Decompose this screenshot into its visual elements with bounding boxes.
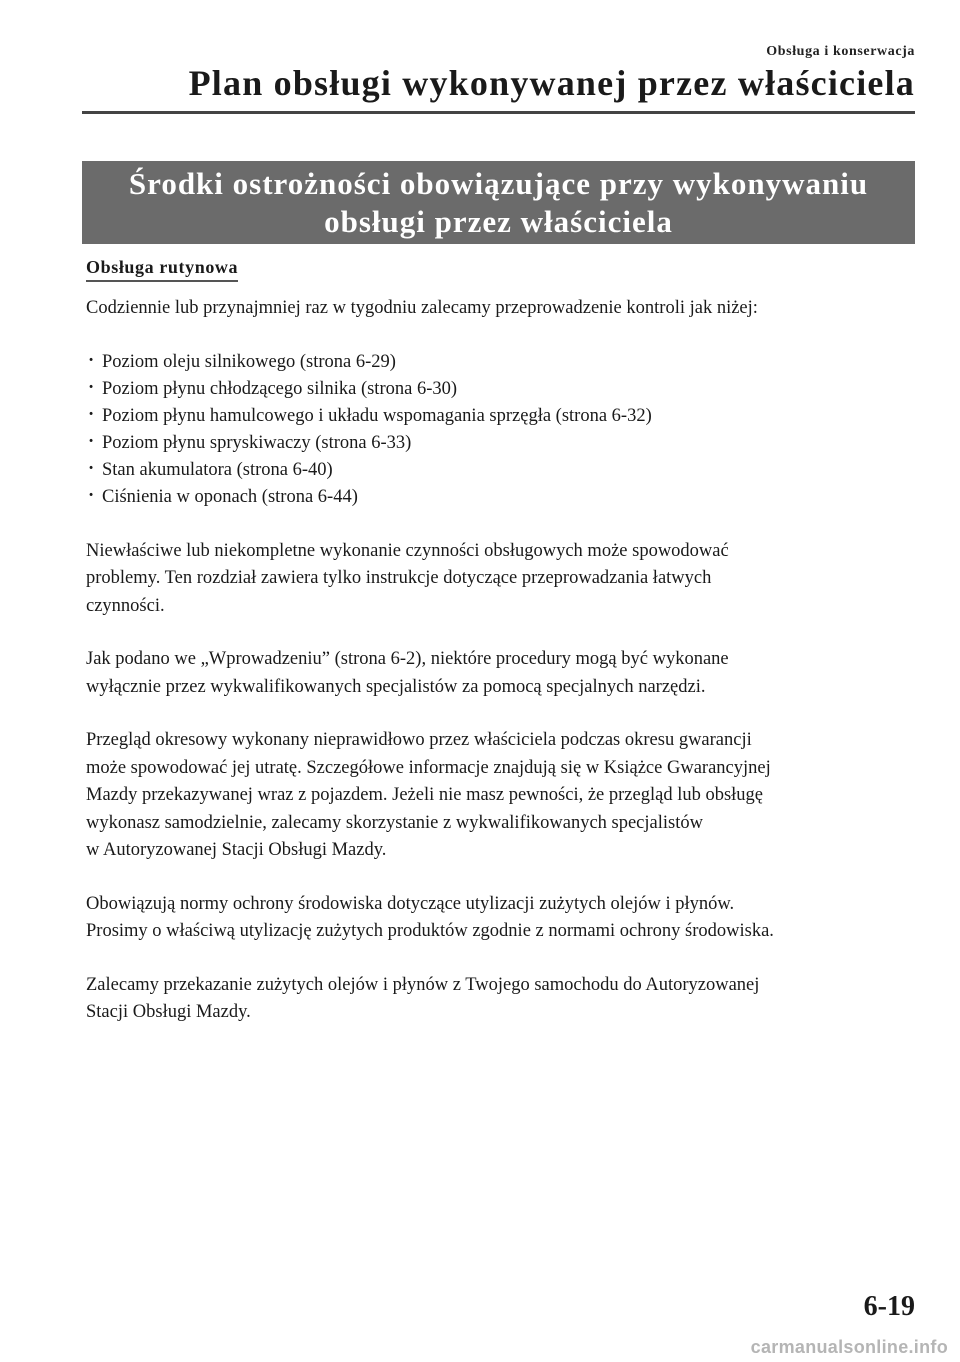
subheading: Obsługa rutynowa bbox=[86, 257, 238, 282]
list-item: · Ciśnienia w oponach (strona 6-44) bbox=[86, 484, 916, 511]
banner-title-line-2: obsługi przez właściciela bbox=[324, 204, 673, 239]
text-line: wykonasz samodzielnie, zalecamy skorzystanie z wykwalifikowanych specjalistów bbox=[86, 812, 703, 833]
text-line: czynności. bbox=[86, 595, 165, 616]
text-line: Obowiązują normy ochrony środowiska dotyczące utylizacji zużytych olejów i płynów. bbox=[86, 893, 735, 914]
section-label: Obsługa i konserwacja bbox=[766, 44, 915, 59]
list-item: · Poziom oleju silnikowego (strona 6-29) bbox=[86, 349, 916, 376]
list-item: · Poziom płynu hamulcowego i układu wspomagania sprzęgła (strona 6-32) bbox=[86, 403, 916, 430]
text-line: problemy. Ten rozdział zawiera tylko instrukcje dotyczące przeprowadzania łatwych bbox=[86, 568, 712, 588]
paragraph-improper-maintenance bbox=[86, 538, 916, 621]
header-divider bbox=[82, 111, 915, 114]
paragraph-specialists bbox=[86, 646, 916, 701]
text-line: wyłącznie przez wykwalifikowanych specjalistów za pomocą specjalnych narzędzi. bbox=[86, 676, 706, 697]
intro-paragraph: Codziennie lub przynajmniej raz w tygodniu zalecamy przeprowadzenie kontroli jak niżej: bbox=[86, 298, 758, 318]
paragraph-environment bbox=[86, 891, 916, 946]
list-item: · Stan akumulatora (strona 6-40) bbox=[86, 457, 916, 484]
main-content bbox=[86, 295, 916, 1053]
section-banner bbox=[82, 161, 915, 244]
text-line: Zalecamy przekazanie zużytych olejów i płynów z Twojego samochodu do Autoryzowanej bbox=[86, 974, 760, 995]
text-line: w Autoryzowanej Stacji Obsługi Mazdy. bbox=[86, 840, 387, 860]
text-line: Prosimy o właściwą utylizację zużytych produktów zgodnie z normami ochrony środowiska. bbox=[86, 921, 774, 941]
list-item: · Poziom płynu spryskiwaczy (strona 6-33) bbox=[86, 430, 916, 457]
page-number: 6-19 bbox=[863, 1291, 915, 1322]
watermark: carmanualsonline.info bbox=[750, 1337, 948, 1357]
text-line: Stacji Obsługi Mazdy. bbox=[86, 1002, 251, 1022]
text-line: Przegląd okresowy wykonany nieprawidłowo przez właściciela podczas okresu gwarancji bbox=[86, 730, 752, 750]
paragraph-disposal bbox=[86, 972, 916, 1027]
text-line: Niewłaściwe lub niekompletne wykonanie czynności obsługowych może spowodować bbox=[86, 540, 729, 561]
paragraph-warranty bbox=[86, 727, 916, 865]
page-title: Plan obsługi wykonywanej przez właściciela bbox=[188, 63, 915, 103]
checklist bbox=[86, 349, 916, 511]
list-item: · Poziom płynu chłodzącego silnika (strona 6-30) bbox=[86, 376, 916, 403]
banner-title-line-1: Środki ostrożności obowiązujące przy wykonywaniu bbox=[128, 166, 869, 201]
text-line: Jak podano we „Wprowadzeniu” (strona 6-2), niektóre procedury mogą być wykonane bbox=[86, 649, 729, 669]
text-line: Mazdy przekazywanej wraz z pojazdem. Jeżeli nie masz pewności, że przegląd lub obsługę bbox=[86, 785, 764, 805]
text-line: może spowodować jej utratę. Szczegółowe informacje znajdują się w Książce Gwarancyjnej bbox=[86, 757, 771, 778]
